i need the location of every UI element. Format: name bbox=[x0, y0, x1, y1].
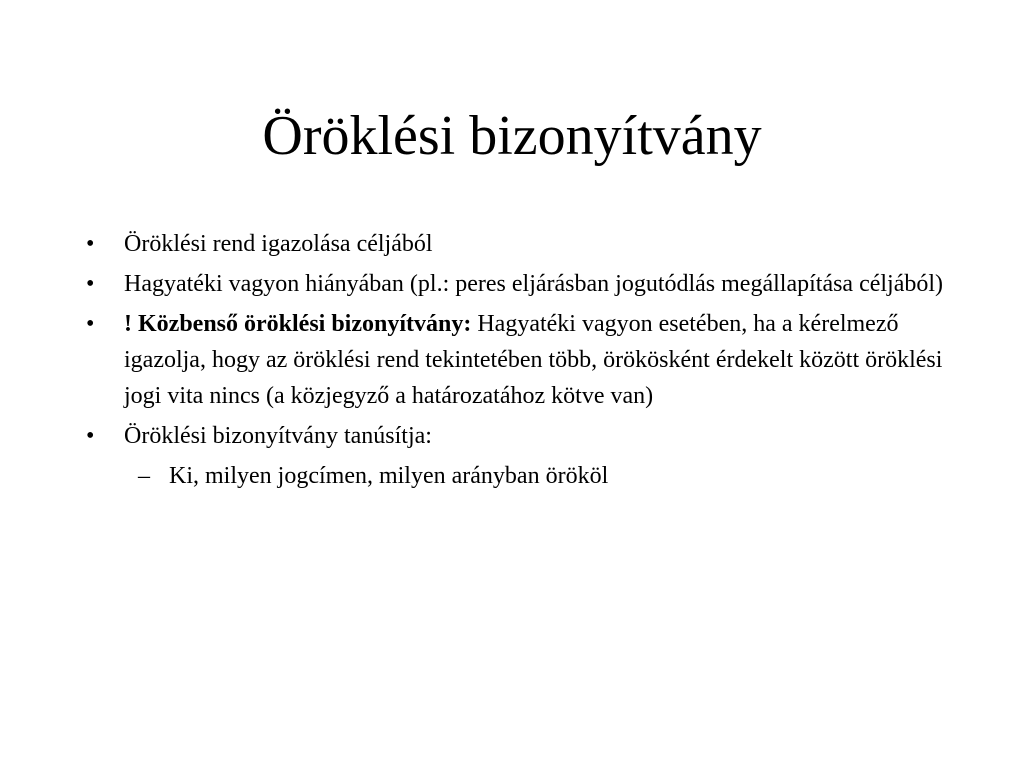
bullet-item-4 bbox=[84, 418, 944, 454]
sub-bullet-marker: – bbox=[138, 463, 150, 489]
sub-bullet-item-1 bbox=[84, 458, 944, 494]
bullet-bold-lead: ! Közbenső öröklési bizonyítvány: bbox=[124, 311, 472, 337]
bullet-marker: • bbox=[86, 231, 95, 257]
bullet-list bbox=[84, 226, 944, 498]
bullet-text: Öröklési rend igazolása céljából bbox=[124, 231, 433, 257]
bullet-item-1 bbox=[84, 226, 944, 262]
bullet-marker: • bbox=[86, 311, 95, 337]
bullet-text: Öröklési bizonyítvány tanúsítja: bbox=[124, 423, 432, 449]
bullet-marker: • bbox=[86, 423, 95, 449]
bullet-marker: • bbox=[86, 271, 95, 297]
slide-title: Öröklési bizonyítvány bbox=[262, 105, 762, 167]
bullet-text: Hagyatéki vagyon esetében, ha a kérelmező igazolja, hogy az öröklési rend tekintetében több, örökösként érdekelt között öröklési jogi vita nincs (a közjegyző a határozatához kötve van) bbox=[124, 311, 943, 409]
sub-bullet-text: Ki, milyen jogcímen, milyen arányban örököl bbox=[169, 463, 609, 489]
bullet-item-2 bbox=[84, 266, 944, 302]
bullet-text: Hagyatéki vagyon hiányában (pl.: peres eljárásban jogutódlás megállapítása céljából) bbox=[124, 271, 944, 297]
bullet-item-3 bbox=[84, 306, 944, 414]
